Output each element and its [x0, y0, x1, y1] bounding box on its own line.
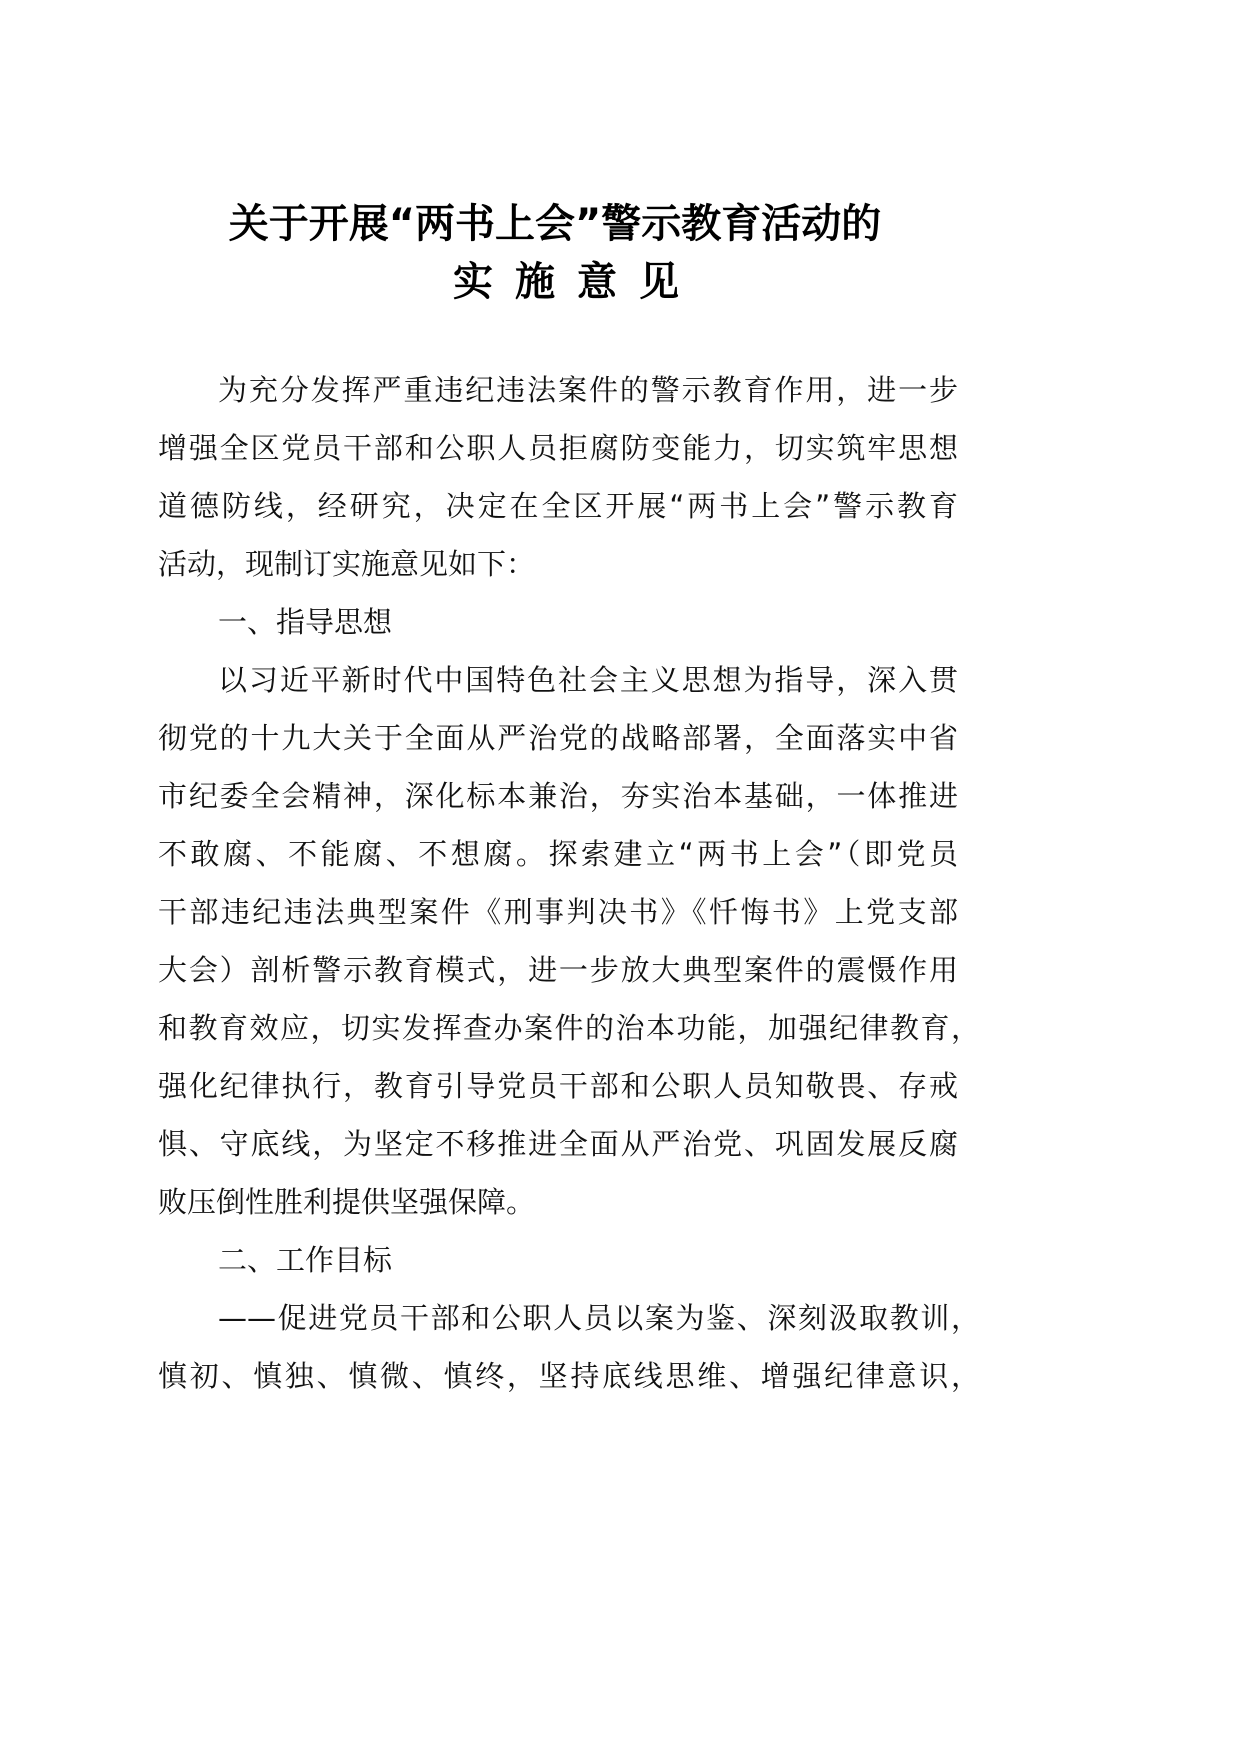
paragraph-intro-line-1: 为充分发挥严重违纪违法案件的警示教育作用，进一步 — [218, 373, 958, 407]
paragraph-ideology-line-4: 不敢腐、不能腐、不想腐。探索建立“两书上会”（即党员 — [158, 837, 958, 871]
paragraph-ideology-line-9: 惧、守底线，为坚定不移推进全面从严治党、巩固发展反腐 — [158, 1127, 958, 1161]
paragraph-ideology-line-2: 彻党的十九大关于全面从严治党的战略部署，全面落实中省 — [158, 721, 958, 755]
paragraph-ideology-line-3: 市纪委全会精神，深化标本兼治，夯实治本基础，一体推进 — [158, 779, 958, 813]
section-heading-guiding-ideology: 一、指导思想 — [218, 605, 393, 639]
document-title-line-2: 实施意见 — [453, 259, 701, 305]
section-heading-work-goals: 二、工作目标 — [218, 1243, 393, 1277]
paragraph-ideology-line-5: 干部违纪违法典型案件《刑事判决书》《忏悔书》上党支部 — [158, 895, 958, 929]
paragraph-ideology-line-7: 和教育效应，切实发挥查办案件的治本功能，加强纪律教育， — [158, 1011, 980, 1045]
paragraph-goals-line-1: ——促进党员干部和公职人员以案为鉴、深刻汲取教训， — [218, 1301, 980, 1335]
paragraph-goals-line-2: 慎初、慎独、慎微、慎终，坚持底线思维、增强纪律意识， — [158, 1359, 980, 1393]
paragraph-intro-line-4: 活动，现制订实施意见如下： — [158, 547, 536, 581]
document-title-line-1: 关于开展“两书上会”警示教育活动的 — [228, 201, 882, 247]
paragraph-ideology-line-8: 强化纪律执行，教育引导党员干部和公职人员知敬畏、存戒 — [158, 1069, 958, 1103]
paragraph-intro-line-2: 增强全区党员干部和公职人员拒腐防变能力，切实筑牢思想 — [158, 431, 958, 465]
paragraph-intro-line-3: 道德防线，经研究，决定在全区开展“两书上会”警示教育 — [158, 489, 958, 523]
paragraph-ideology-line-10: 败压倒性胜利提供坚强保障。 — [158, 1185, 536, 1219]
paragraph-ideology-line-6: 大会）剖析警示教育模式，进一步放大典型案件的震慑作用 — [158, 953, 958, 987]
paragraph-ideology-line-1: 以习近平新时代中国特色社会主义思想为指导，深入贯 — [218, 663, 958, 697]
